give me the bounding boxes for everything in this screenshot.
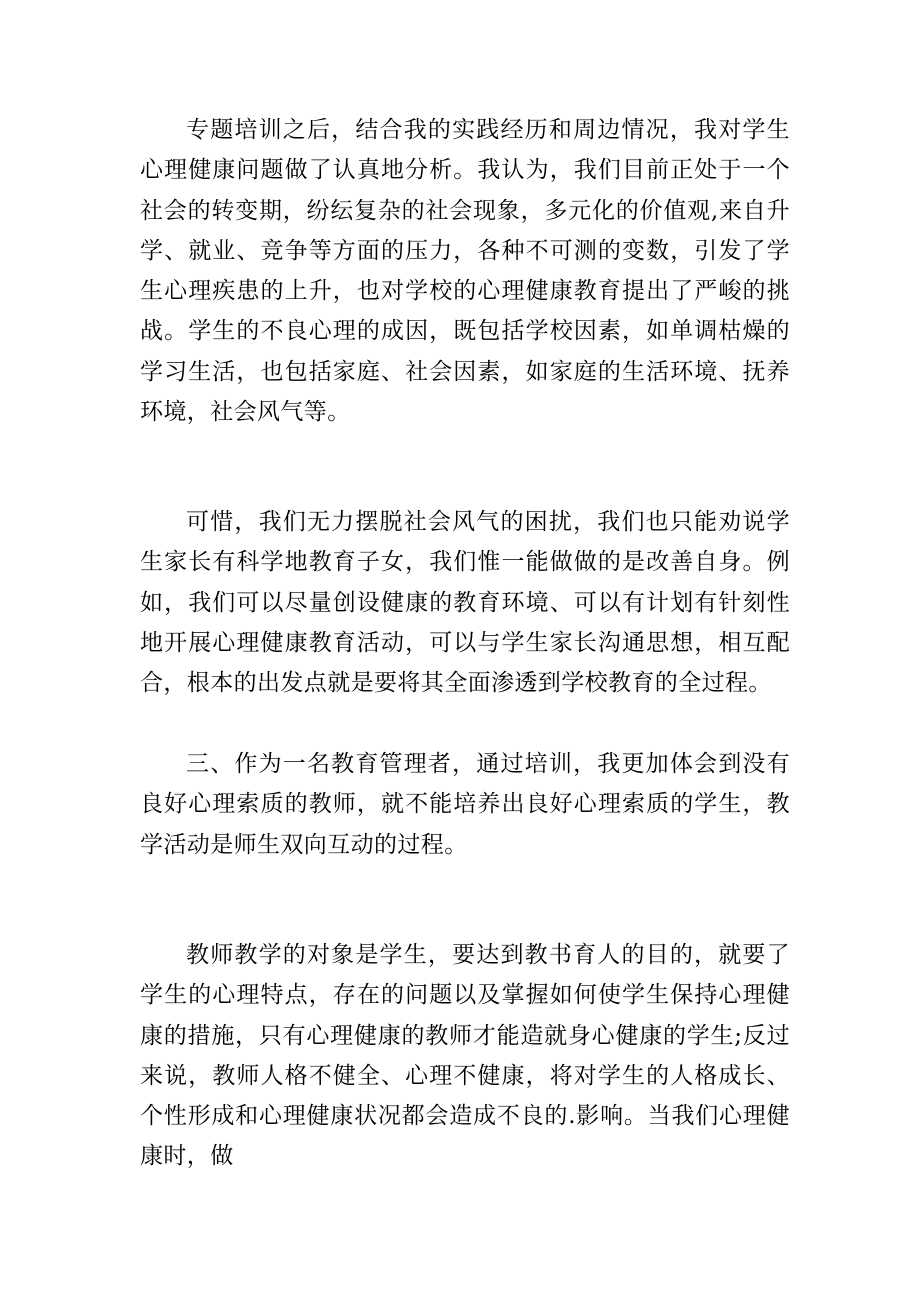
paragraph-analysis: 专题培训之后，结合我的实践经历和周边情况，我对学生心理健康问题做了认真地分析。我认为，我们目前正处于一个社会的转变期，纷纭复杂的社会现象，多元化的价值观,来自升学、就业、竞争等方面的压力，各种不可测的变数，引发了学生心理疾患的上升，也对学校的心理健康教育提出了严峻的挑战。学生的不良心理的成因，既包括学校因素，如单调枯燥的学习生活，也包括家庭、社会因素，如家庭的生活环境、抚养环境，社会风气等。 (140, 117, 790, 426)
paragraph-section-three: 三、作为一名教育管理者，通过培训，我更加体会到没有良好心理索质的教师，就不能培养出良好心理索质的学生，教学活动是师生双向互动的过程。 (140, 751, 790, 858)
paragraph-self-improvement: 可惜，我们无力摆脱社会风气的困扰，我们也只能劝说学生家长有科学地教育子女，我们惟一能做做的是改善自身。例如，我们可以尽量创设健康的教育环境、可以有计划有针刻性地开展心理健康教育活动，可以与学生家长沟通思想，相互配合，根本的出发点就是要将其全面渗透到学校教育的全过程。 (140, 509, 790, 697)
paragraph-teacher-role: 教师教学的对象是学生，要达到教书育人的目的，就要了学生的心理特点，存在的问题以及掌握如何使学生保持心理健康的措施，只有心理健康的教师才能造就身心健康的学生;反过来说，教师人格不健全、心理不健康，将对学生的人格成长、个性形成和心理健康状况都会造成不良的.影响。当我们心理健康时，做 (140, 942, 790, 1170)
